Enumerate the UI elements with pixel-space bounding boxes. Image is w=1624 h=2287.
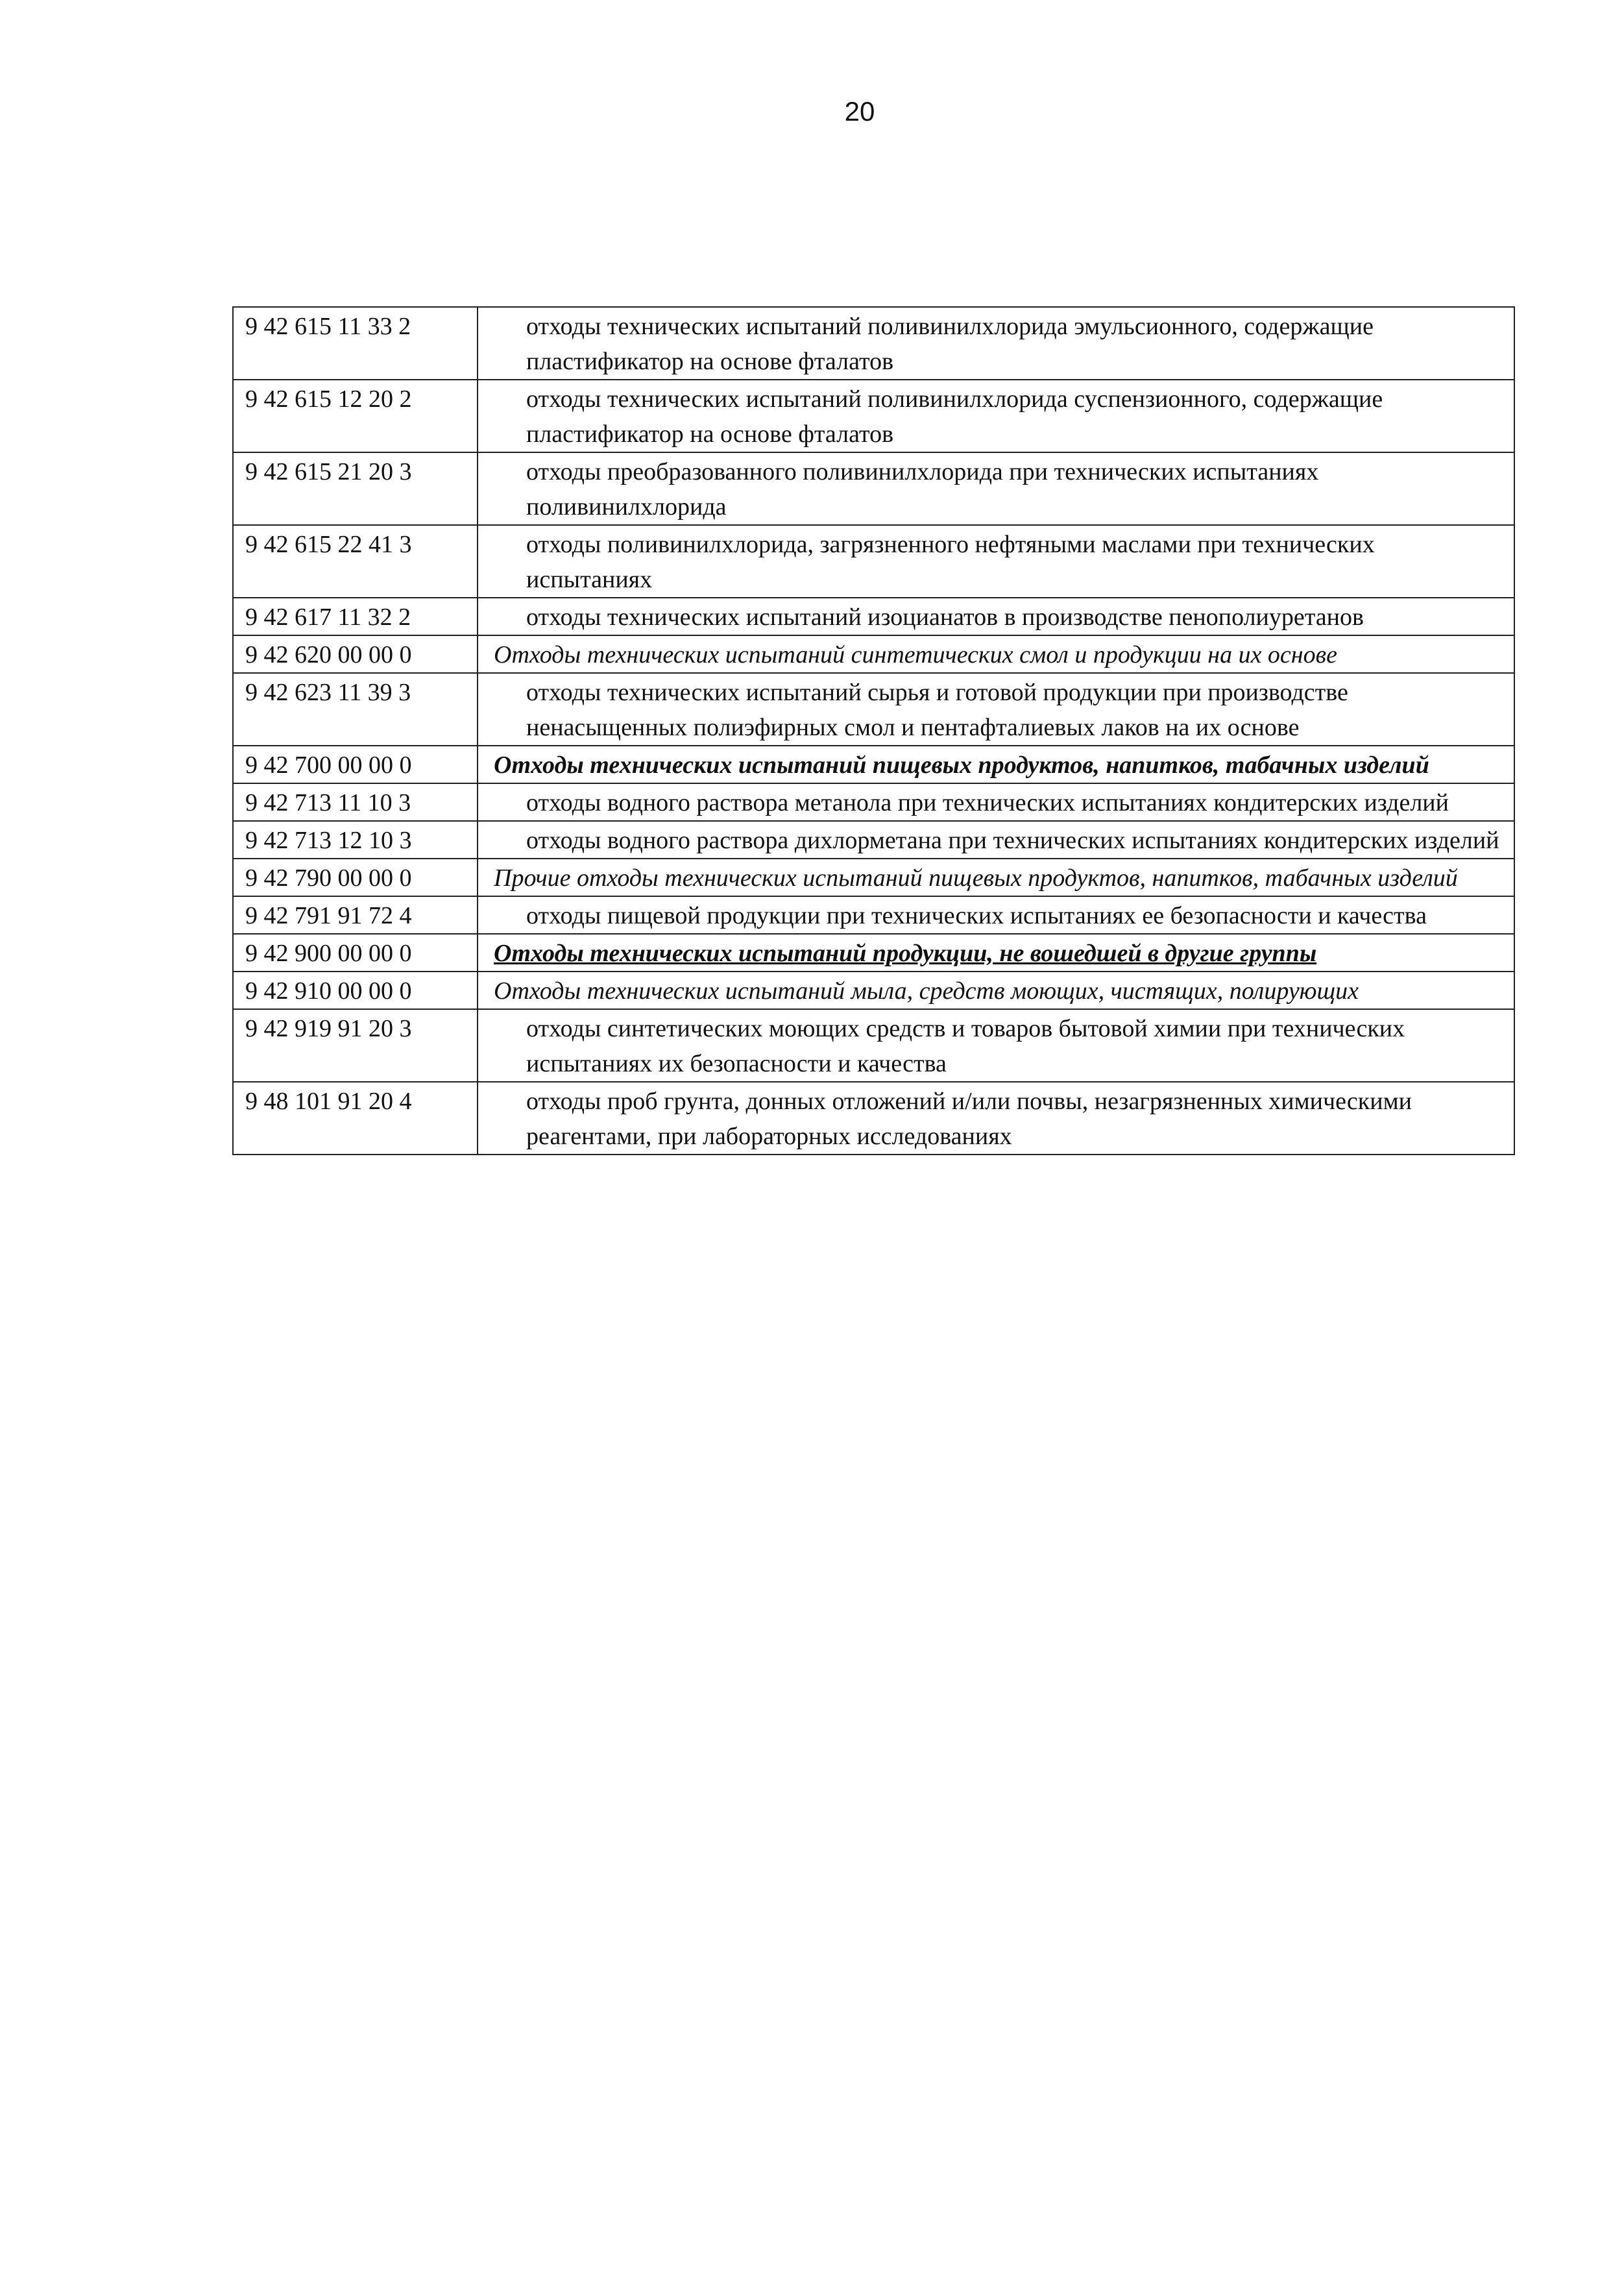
waste-description-cell: отходы проб грунта, донных отложений и/или почвы, незагрязненных химическими реагентами, при лабораторных исследованиях: [478, 1082, 1514, 1155]
waste-description-cell: Отходы технических испытаний пищевых продуктов, напитков, табачных изделий: [478, 746, 1514, 783]
waste-description-cell: отходы поливинилхлорида, загрязненного нефтяными маслами при технических испытаниях: [478, 525, 1514, 598]
waste-classifier-table: [232, 306, 1515, 1155]
waste-code-cell: 9 42 617 11 32 2: [233, 598, 478, 635]
table-row: [233, 859, 1514, 896]
waste-description-cell: отходы технических испытаний изоцианатов в производстве пенополиуретанов: [478, 598, 1514, 635]
waste-code-cell: 9 42 790 00 00 0: [233, 859, 478, 896]
waste-code-cell: 9 42 623 11 39 3: [233, 673, 478, 746]
waste-code-cell: 9 42 713 12 10 3: [233, 821, 478, 859]
waste-code-cell: 9 42 713 11 10 3: [233, 783, 478, 821]
waste-description-cell: отходы технических испытаний поливинилхлорида суспензионного, содержащие пластификатор на основе фталатов: [478, 380, 1514, 452]
waste-description-cell: Отходы технических испытаний синтетических смол и продукции на их основе: [478, 635, 1514, 673]
table-row: [233, 934, 1514, 972]
table-row: [233, 896, 1514, 934]
table-row: [233, 380, 1514, 452]
waste-description-cell: отходы водного раствора дихлорметана при технических испытаниях кондитерских изделий: [478, 821, 1514, 859]
waste-code-cell: 9 42 900 00 00 0: [233, 934, 478, 972]
waste-code-cell: 9 42 615 22 41 3: [233, 525, 478, 598]
waste-code-cell: 9 42 615 11 33 2: [233, 307, 478, 380]
table-row: [233, 307, 1514, 380]
table-row: [233, 1082, 1514, 1155]
table-row: [233, 1009, 1514, 1082]
table-row: [233, 635, 1514, 673]
waste-code-cell: 9 42 791 91 72 4: [233, 896, 478, 934]
waste-code-cell: 9 42 910 00 00 0: [233, 972, 478, 1009]
waste-description-cell: отходы технических испытаний сырья и готовой продукции при производстве ненасыщенных полиэфирных смол и пентафталиевых лаков на их основе: [478, 673, 1514, 746]
waste-code-cell: 9 42 620 00 00 0: [233, 635, 478, 673]
waste-description-cell: отходы преобразованного поливинилхлорида при технических испытаниях поливинилхлорида: [478, 452, 1514, 525]
page-number: 20: [844, 96, 875, 127]
waste-description-cell: Отходы технических испытаний продукции, не вошедшей в другие группы: [478, 934, 1514, 972]
waste-description-cell: отходы водного раствора метанола при технических испытаниях кондитерских изделий: [478, 783, 1514, 821]
table-body: [233, 307, 1514, 1155]
waste-description-cell: Отходы технических испытаний мыла, средств моющих, чистящих, полирующих: [478, 972, 1514, 1009]
waste-description-cell: Прочие отходы технических испытаний пищевых продуктов, напитков, табачных изделий: [478, 859, 1514, 896]
waste-description-cell: отходы технических испытаний поливинилхлорида эмульсионного, содержащие пластификатор на основе фталатов: [478, 307, 1514, 380]
table-row: [233, 972, 1514, 1009]
table-row: [233, 746, 1514, 783]
waste-code-cell: 9 48 101 91 20 4: [233, 1082, 478, 1155]
waste-description-cell: отходы синтетических моющих средств и товаров бытовой химии при технических испытаниях их безопасности и качества: [478, 1009, 1514, 1082]
table-row: [233, 525, 1514, 598]
waste-code-cell: 9 42 919 91 20 3: [233, 1009, 478, 1082]
table-row: [233, 452, 1514, 525]
table-row: [233, 821, 1514, 859]
table-row: [233, 598, 1514, 635]
waste-code-cell: 9 42 615 12 20 2: [233, 380, 478, 452]
table-row: [233, 783, 1514, 821]
table-row: [233, 673, 1514, 746]
waste-description-cell: отходы пищевой продукции при технических испытаниях ее безопасности и качества: [478, 896, 1514, 934]
waste-code-cell: 9 42 615 21 20 3: [233, 452, 478, 525]
waste-code-cell: 9 42 700 00 00 0: [233, 746, 478, 783]
